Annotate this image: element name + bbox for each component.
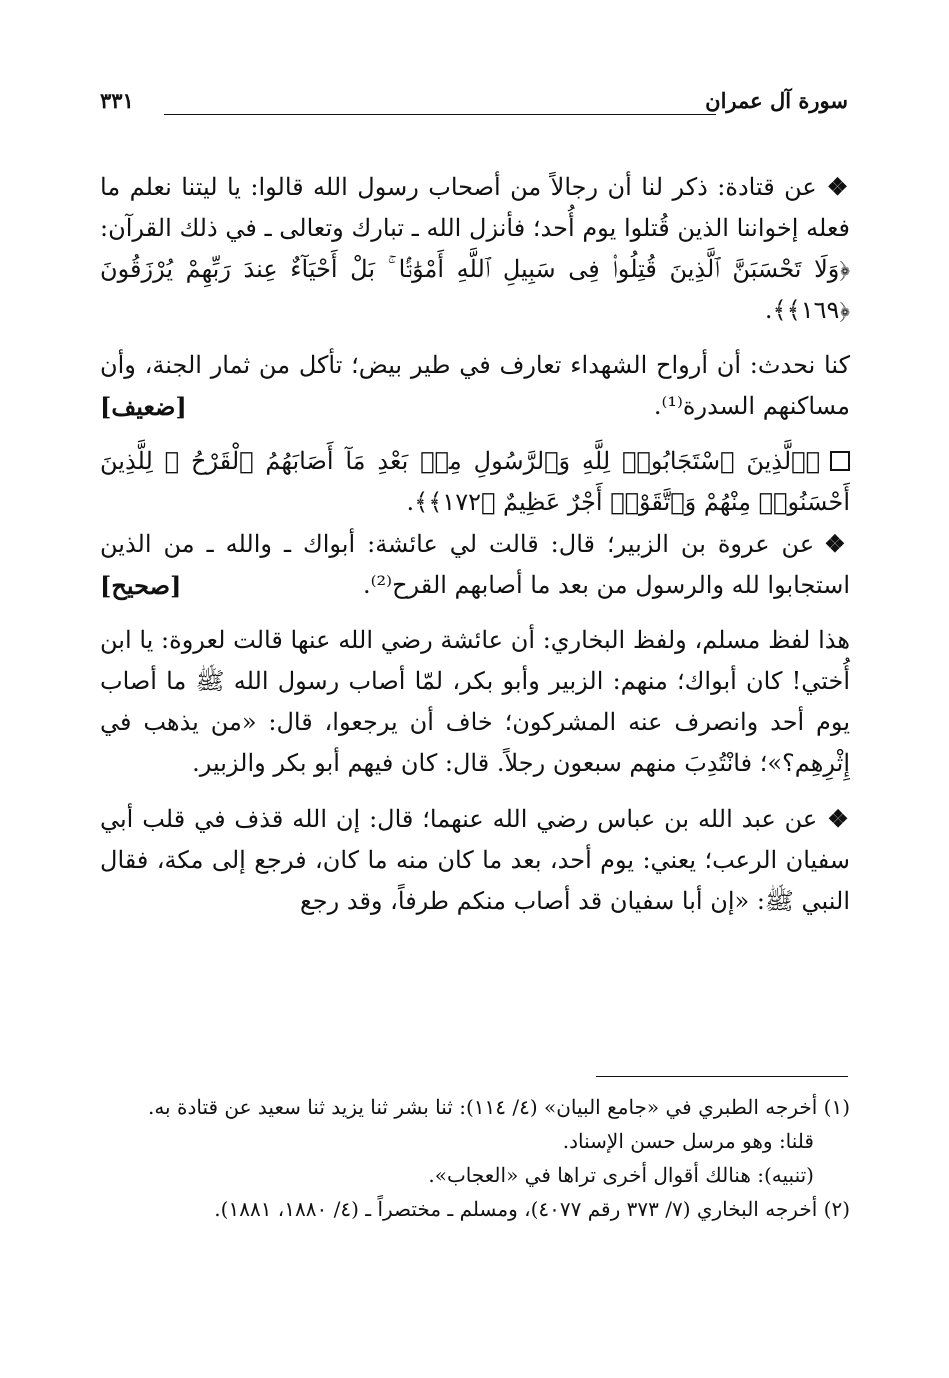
grade-label: [صحيح] bbox=[100, 571, 182, 600]
paragraph-bukhari bbox=[100, 620, 850, 784]
paragraph-text: هذا لفظ مسلم، ولفظ البخاري: أن عائشة رضي الله عنها قالت لعروة: يا ابن أُختي! كان أبواك؛ منهم: الزبير وأبو بكر، لمّا أصاب رسول الله ﷺ ما أصاب يوم أحد وانصرف عنه المشركون؛ خاف أن يرجعوا، قال: «من يذهب في إِثْرِهِم؟»؛ فانْتُدِبَ منهم سبعون رجلاً. قال: كان فيهم أبو بكر والزبير. bbox=[100, 626, 850, 777]
paragraph-marker-icon: ❖ bbox=[826, 172, 851, 201]
square-marker-icon bbox=[830, 451, 850, 471]
paragraph-marker-icon: ❖ bbox=[827, 804, 850, 833]
surah-title: سورة آل عمران bbox=[705, 88, 848, 113]
page-header bbox=[100, 88, 848, 124]
paragraph-ibn-abbas bbox=[100, 798, 850, 922]
verse-text: ﴿ٱلَّذِينَ ٱسْتَجَابُوا۟ لِلَّهِ وَٱلرَّسُولِ مِنۢ بَعْدِ مَآ أَصَابَهُمُ ٱلْقَرْحُ ۚ لِلَّذِينَ أَحْسَنُوا۟ مِنْهُمْ وَٱتَّقَوْا۟ أَجْرٌ عَظِيمٌ ﴿١٧٢﴾﴾. bbox=[100, 447, 850, 516]
paragraph-verse-172 bbox=[100, 441, 850, 523]
grade-label: [ضعيف] bbox=[100, 392, 187, 421]
footnote-2: (٢) أخرجه البخاري (٧/ ٣٧٣ رقم ٤٠٧٧)، ومسلم ـ مختصراً ـ (٤/ ١٨٨٠، ١٨٨١). bbox=[214, 1197, 850, 1221]
paragraph-text: عن عبد الله بن عباس رضي الله عنهما؛ قال: إن الله قذف في قلب أبي سفيان الرعب؛ يعني: يوم أحد، بعد ما كان منه ما كان، فرجع إلى مكة، فقال النبي ﷺ: «إن أبا سفيان قد أصاب منكم طرفاً، وقد رجع bbox=[100, 805, 850, 915]
paragraph-urwa bbox=[100, 523, 850, 606]
paragraph-text: عن قتادة: ذكر لنا أن رجالاً من أصحاب رسول الله قالوا: يا ليتنا نعلم ما فعله إخواننا الذين قُتلوا يوم أُحد؛ فأنزل الله ـ تبارك وتعالى ـ في ذلك القرآن: ﴿وَلَا تَحْسَبَنَّ ٱلَّذِينَ قُتِلُوا۟ فِى سَبِيلِ ٱللَّهِ أَمْوَٰتًۢا ۚ بَلْ أَحْيَآءٌ عِندَ رَبِّهِمْ يُرْزَقُونَ ﴿١٦٩﴾﴾. bbox=[100, 173, 850, 324]
paragraph-qatada bbox=[100, 166, 850, 331]
footnotes bbox=[100, 1090, 850, 1226]
paragraph-text: كنا نحدث: أن أرواح الشهداء تعارف في طير بيض؛ تأكل من ثمار الجنة، وأن مساكنهم السدرة⁽¹⁾. bbox=[100, 351, 850, 420]
footnote-rule bbox=[596, 1076, 848, 1077]
main-text bbox=[100, 166, 850, 922]
header-rule bbox=[164, 114, 716, 115]
page-number: ٣٣١ bbox=[100, 88, 134, 113]
footnote-1-note: قلنا: وهو مرسل حسن الإسناد. bbox=[562, 1129, 814, 1153]
paragraph-martyrs bbox=[100, 345, 850, 427]
footnote-1-warning: (تنبيه): هنالك أقوال أخرى تراها في «العجاب». bbox=[428, 1163, 814, 1187]
paragraph-marker-icon: ❖ bbox=[824, 529, 850, 558]
footnote-1: (١) أخرجه الطبري في «جامع البيان» (٤/ ١١٤): ثنا بشر ثنا يزيد ثنا سعيد عن قتادة به. bbox=[147, 1095, 850, 1119]
paragraph-text: عن عروة بن الزبير؛ قال: قالت لي عائشة: أبواك ـ والله ـ من الذين استجابوا لله والرسول من بعد ما أصابهم القرح⁽²⁾. bbox=[100, 530, 850, 599]
